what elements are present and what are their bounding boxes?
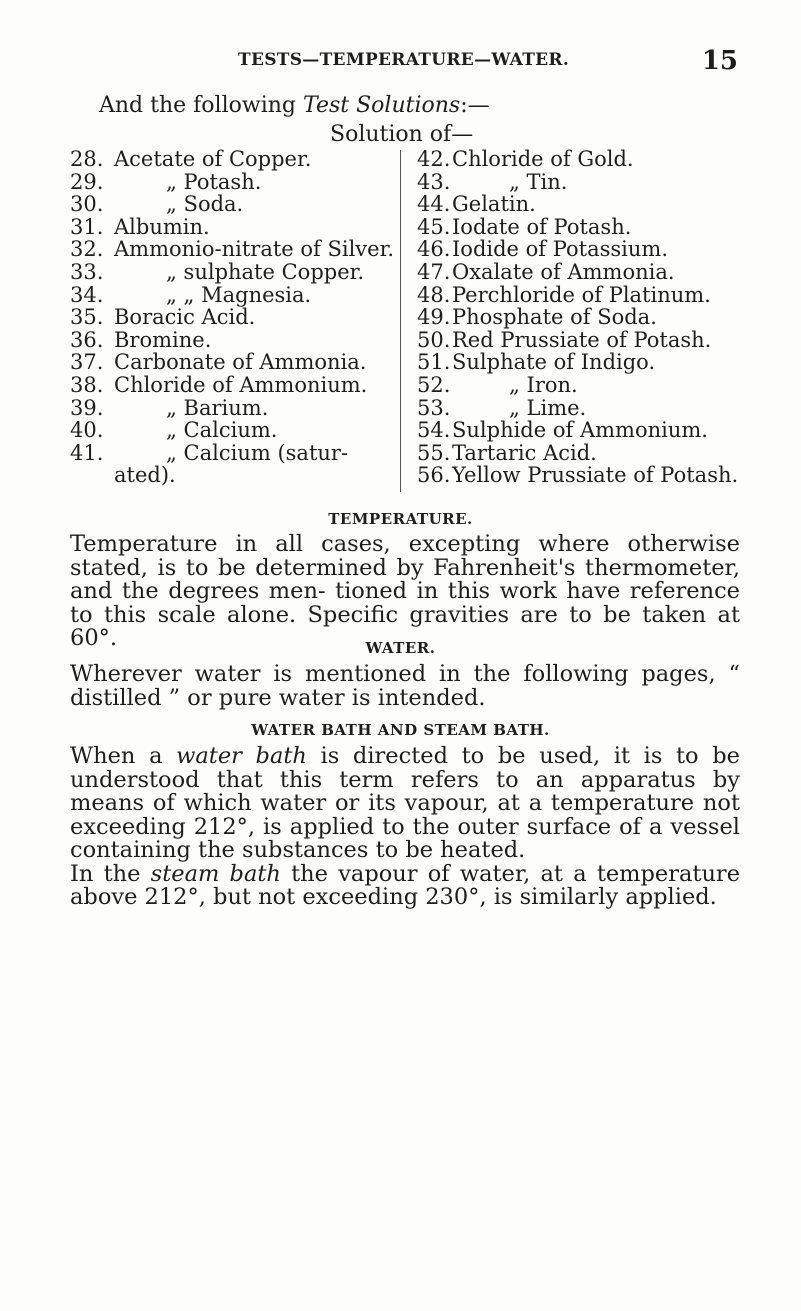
item-number: 41.: [70, 440, 104, 465]
item-text: ated).: [114, 463, 176, 488]
item-number: 53.: [417, 395, 451, 420]
list-item: [70, 284, 395, 307]
list-item: [70, 238, 395, 261]
water-text: Wherever water is mentioned in the following pages, “ distilled ” or pure water is intended.: [70, 661, 740, 711]
item-number: 36.: [70, 327, 104, 352]
item-text: Gelatin.: [452, 192, 536, 217]
item-text: Albumin.: [114, 214, 210, 239]
water-bath-text: [70, 745, 740, 863]
item-number: 33.: [70, 259, 104, 284]
item-text: „ Lime.: [509, 395, 587, 420]
item-number: 45.: [417, 214, 451, 239]
item-number: 32.: [70, 237, 104, 262]
list-item: [70, 306, 395, 329]
steam-bath-term: steam bath: [150, 860, 281, 887]
solutions-list-left: [70, 148, 395, 487]
item-number: 34.: [70, 282, 104, 307]
item-number: 52.: [417, 372, 451, 397]
list-item: [413, 329, 743, 352]
item-number: 29.: [70, 169, 104, 194]
item-text: Tartaric Acid.: [452, 440, 597, 465]
item-text: Phosphate of Soda.: [452, 305, 657, 330]
list-item: [413, 351, 743, 374]
list-item: [413, 216, 743, 239]
list-item: [413, 148, 743, 171]
list-item: [413, 261, 743, 284]
steam-bath-text: [70, 860, 741, 910]
item-text: Sulphide of Ammonium.: [452, 418, 708, 443]
item-text: „ Soda.: [166, 192, 244, 217]
item-number: 38.: [70, 372, 104, 397]
item-text: Sulphate of Indigo.: [452, 350, 656, 375]
item-number: 28.: [70, 147, 104, 171]
item-text: Perchloride of Platinum.: [452, 282, 711, 307]
solution-subheading: Solution of—: [330, 122, 474, 147]
list-item: [70, 374, 395, 397]
intro-line: [99, 93, 490, 118]
item-number: 44.: [417, 192, 451, 217]
item-text: Chloride of Gold.: [452, 147, 634, 171]
item-number: 55.: [417, 440, 451, 465]
list-item: [70, 193, 395, 216]
list-item: [413, 442, 743, 465]
item-number: 56.: [417, 463, 451, 488]
item-number: 40.: [70, 418, 104, 443]
item-text: „ Barium.: [166, 395, 269, 420]
running-title: TESTS—TEMPERATURE—WATER.: [238, 50, 570, 70]
item-text: Acetate of Copper.: [114, 147, 312, 171]
item-number: 42.: [417, 147, 451, 171]
item-text: Iodate of Potash.: [452, 214, 632, 239]
baths-heading: WATER BATH AND STEAM BATH.: [251, 721, 550, 739]
steam-bath-rest: the vapour of water, at a temperature above 212°, but not exceeding 230°, is similarly applied.: [70, 860, 741, 910]
item-number: 31.: [70, 214, 104, 239]
item-text: Chloride of Ammonium.: [114, 372, 368, 397]
list-item: [70, 464, 395, 487]
list-item: [413, 171, 743, 194]
item-text: Carbonate of Ammonia.: [114, 350, 367, 375]
list-item: [70, 329, 395, 352]
intro-trail: :—: [460, 93, 490, 118]
item-number: 47.: [417, 259, 451, 284]
item-text: „ Potash.: [166, 169, 262, 194]
item-text: Iodide of Potassium.: [452, 237, 668, 262]
page-number: 15: [701, 46, 738, 76]
list-item: [70, 148, 395, 171]
item-text: Red Prussiate of Potash.: [452, 327, 712, 352]
column-divider: [400, 150, 401, 492]
intro-emphasis: Test Solutions: [302, 93, 461, 118]
page-header: [238, 46, 738, 76]
item-text: Oxalate of Ammonia.: [452, 259, 675, 284]
baths-paragraph: [70, 745, 740, 910]
item-number: 54.: [417, 418, 451, 443]
water-paragraph: [70, 663, 740, 710]
steam-bath-lead: In the: [70, 860, 151, 887]
list-item: [413, 419, 743, 442]
item-text: „ Calcium (satur-: [166, 440, 349, 465]
item-text: „ „ Magnesia.: [166, 282, 312, 307]
item-text: Boracic Acid.: [114, 305, 256, 330]
item-number: 49.: [417, 305, 451, 330]
item-number: 48.: [417, 282, 451, 307]
list-item: [413, 193, 743, 216]
item-number: 46.: [417, 237, 451, 262]
list-item: [70, 261, 395, 284]
item-text: Ammonio-nitrate of Silver.: [114, 237, 395, 262]
water-bath-lead: When a: [70, 743, 177, 769]
list-item: [70, 351, 395, 374]
list-item: [413, 397, 743, 420]
water-heading: WATER.: [365, 639, 436, 657]
water-bath-rest: is directed to be used, it is to be understood that this term refers to an apparatus by means of which water or its vapour, at a temperature not exceeding 212°, is applied to the outer surface of a vessel containing the substances to be heated.: [70, 743, 740, 863]
list-item: [70, 216, 395, 239]
item-text: „ Tin.: [509, 169, 568, 194]
item-text: „ Calcium.: [166, 418, 278, 443]
item-number: 30.: [70, 192, 104, 217]
item-text: Bromine.: [114, 327, 212, 352]
item-text: „ sulphate Copper.: [166, 259, 365, 284]
temperature-heading: TEMPERATURE.: [328, 510, 473, 528]
item-text: Yellow Prussiate of Potash.: [452, 463, 739, 488]
item-number: 39.: [70, 395, 104, 420]
solutions-list-right: [413, 148, 743, 487]
temperature-paragraph: [70, 533, 740, 651]
item-number: 37.: [70, 350, 104, 375]
list-item: [70, 419, 395, 442]
list-item: [70, 442, 395, 465]
temperature-text: Temperature in all cases, excepting where otherwise stated, is to be determined by Fahrenheit's thermometer, and the degrees men- tioned in this work have reference to this scale alone. Specific gravities are to be taken at 60°.: [70, 531, 740, 651]
item-number: 50.: [417, 327, 451, 352]
item-number: 51.: [417, 350, 451, 375]
list-item: [413, 238, 743, 261]
list-item: [70, 397, 395, 420]
list-item: [413, 464, 743, 487]
intro-lead: And the following: [99, 93, 303, 118]
list-item: [70, 171, 395, 194]
item-text: „ Iron.: [509, 372, 578, 397]
list-item: [413, 374, 743, 397]
list-item: [413, 284, 743, 307]
item-number: 43.: [417, 169, 451, 194]
water-bath-term: water bath: [176, 743, 307, 769]
item-number: 35.: [70, 305, 104, 330]
list-item: [413, 306, 743, 329]
